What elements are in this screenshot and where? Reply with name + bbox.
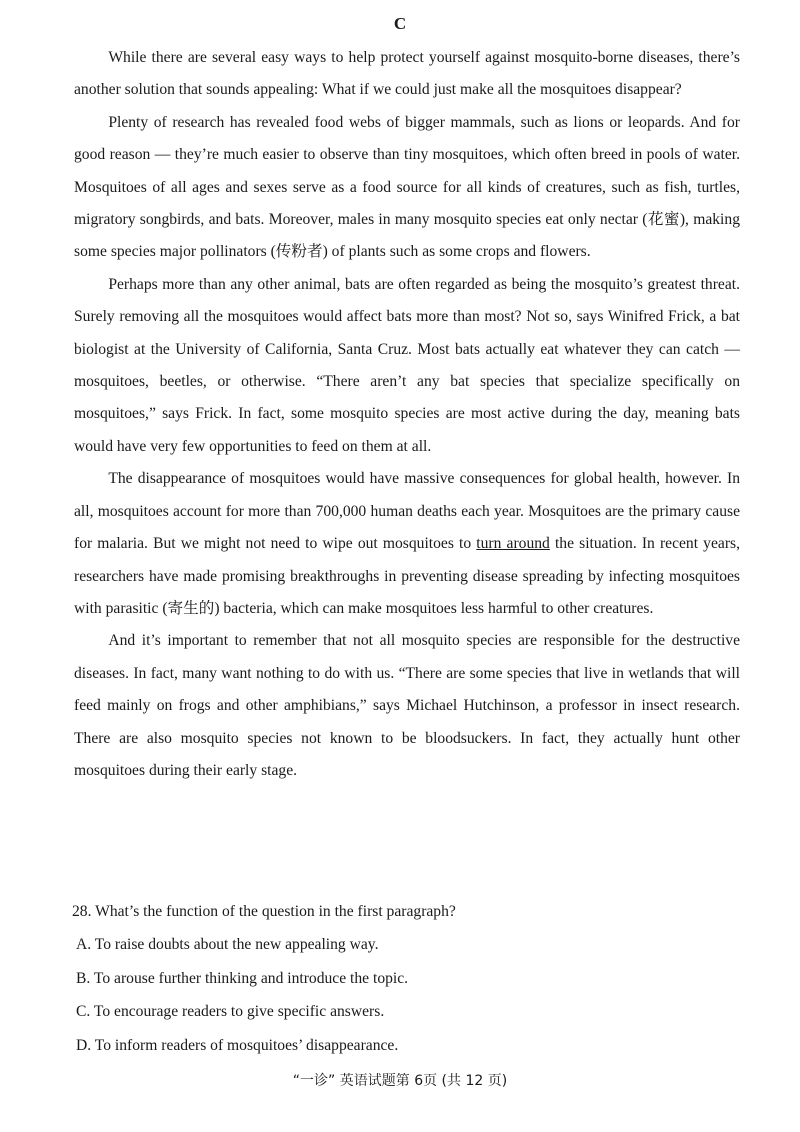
- paragraph-4-text-after: the situation. In recent years, researchers have made promising breakthroughs in preventing disease spreading by infecting mosquitoes with parasitic (寄生的) bacteria, which can make mosquitoes less harmful to other creatures.: [74, 535, 740, 617]
- passage-paragraph-5: And it’s important to remember that not all mosquito species are responsible for the destructive diseases. In fact, many want nothing to do with us. “There are some species that live in wetlands that will feed mainly on frogs and other amphibians,” says Michael Hutchinson, a professor in insect research. There are also mosquito species not known to be bloodsuckers. In fact, they actually hunt other mosquitoes during their early stage.: [74, 632, 740, 779]
- option-b: B. To arouse further thinking and introduce the topic.: [76, 969, 409, 987]
- reading-passage: [74, 42, 740, 787]
- passage-paragraph-3: Perhaps more than any other animal, bats are often regarded as being the mosquito’s greatest threat. Surely removing all the mosquitoes would affect bats more than most? Not so, says Winifred Frick, a bat biologist at the University of California, Santa Cruz. Most bats actually eat whatever they can catch — mosquitoes, beetles, or otherwise. “There aren’t any bat species that specialize specifically on mosquitoes,” says Frick. In fact, some mosquito species are most active during the day, meaning bats would have very few opportunities to feed on them at all.: [74, 275, 740, 455]
- page-footer: “一诊” 英语试题第 6页 (共 12 页): [292, 1073, 508, 1089]
- option-a: A. To raise doubts about the new appealing way.: [76, 936, 379, 953]
- option-c: C. To encourage readers to give specific answers.: [76, 1003, 385, 1021]
- paragraph-4-text-before: The disappearance of mosquitoes would have massive consequences for global health, however. In all, mosquitoes account for more than 700,000 human deaths each year. Mosquitoes are the primary cause for malaria. But we might not need to wipe out mosquitoes to: [74, 470, 740, 553]
- passage-paragraph-2: Plenty of research has revealed food webs of bigger mammals, such as lions or leopards. And for good reason — they’re much easier to observe than tiny mosquitoes, which often breed in pools of water. Mosquitoes of all ages and sexes serve as a food source for all kinds of creatures, such as fish, turtles, migratory songbirds, and bats. Moreover, males in many mosquito species eat only nectar (花蜜), making some species major pollinators (传粉者) of plants such as some crops and flowers.: [74, 113, 740, 261]
- passage-paragraph-1: While there are several easy ways to help protect yourself against mosquito-borne diseases, there’s another solution that sounds appealing: What if we could just make all the mosquitoes disappear?: [74, 49, 740, 99]
- option-d: D. To inform readers of mosquitoes’ disappearance.: [76, 1036, 399, 1054]
- section-letter: C: [393, 14, 407, 33]
- question-stem: 28. What’s the function of the question in the first paragraph?: [72, 903, 456, 920]
- passage-paragraph-4: [74, 463, 740, 625]
- question-28: [74, 895, 740, 1062]
- underlined-phrase: turn around: [476, 535, 550, 553]
